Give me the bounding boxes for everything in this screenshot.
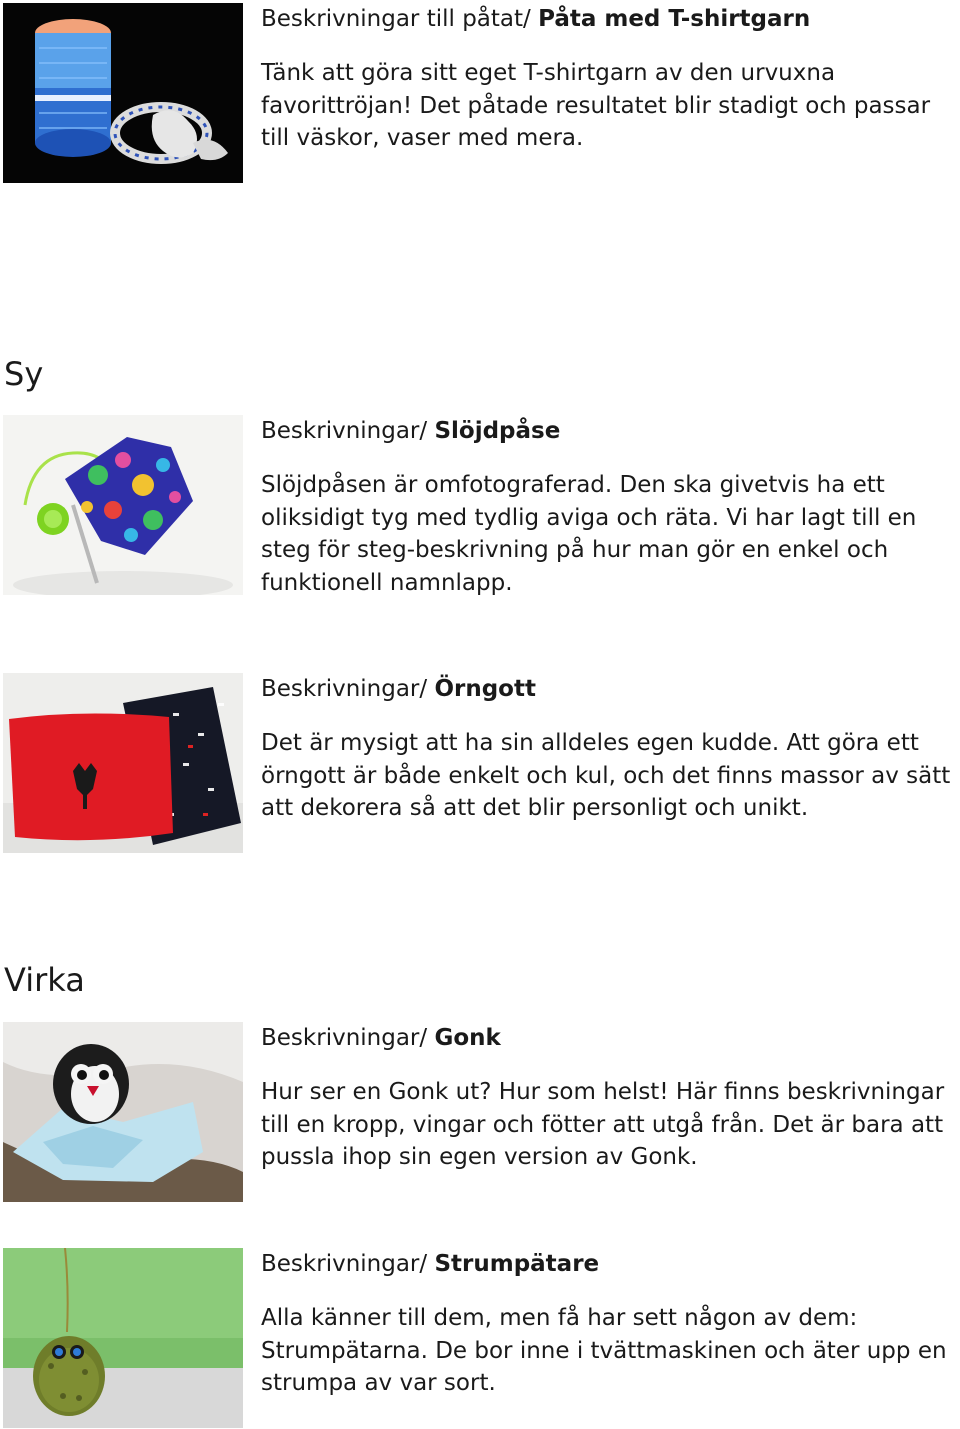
entry-title-link[interactable]: Örngott [434,676,536,702]
entry-breadcrumb [261,415,960,447]
pillow-photo[interactable] [3,673,243,853]
entry-title-link[interactable]: Slöjdpåse [434,418,561,444]
crochet-penguin-photo[interactable] [3,1022,243,1202]
entry-text [261,1248,960,1400]
craft-bag-photo[interactable] [3,415,243,595]
breadcrumb-prefix: Beskrivningar/ [261,1251,435,1277]
breadcrumb-prefix: Beskrivningar/ [261,676,435,702]
pillow-image [3,673,243,853]
entry-title-link[interactable]: Påta med T-shirtgarn [538,6,811,32]
knitting-loom-photo[interactable] [3,3,243,183]
entry-breadcrumb [261,1248,960,1280]
entry-text [261,1022,960,1174]
entry-title-link[interactable]: Strumpätare [434,1251,600,1277]
entry-breadcrumb [261,3,960,35]
section-heading-virka: Virka [4,961,85,999]
entry-description: Alla känner till dem, men få har sett någon av dem: Strumpätarna. De bor inne i tvättmaskinen och äter upp en strumpa av var sort. [261,1305,947,1397]
entry-breadcrumb [261,1022,960,1054]
entry-text [261,673,960,825]
crochet-penguin-image [3,1022,243,1202]
entry-title-link[interactable]: Gonk [434,1025,501,1051]
crochet-sock-eater-photo[interactable] [3,1248,243,1428]
entry-text [261,415,960,599]
section-heading-sy: Sy [4,355,44,393]
craft-bag-image [3,415,243,595]
entry-breadcrumb [261,673,960,705]
breadcrumb-prefix: Beskrivningar till påtat/ [261,6,539,32]
breadcrumb-prefix: Beskrivningar/ [261,418,435,444]
entry-description: Det är mysigt att ha sin alldeles egen kudde. Att göra ett örngott är både enkelt och kul, och det finns massor av sätt att dekorera så att det blir personligt och unikt. [261,730,951,822]
entry-description: Tänk att göra sitt eget T-shirtgarn av den urvuxna favorittröjan! Det påtade resultatet blir stadigt och passar till väskor, vaser med mera. [261,60,931,152]
knitting-loom-image [3,3,243,183]
breadcrumb-prefix: Beskrivningar/ [261,1025,435,1051]
entry-description: Hur ser en Gonk ut? Hur som helst! Här finns beskrivningar till en kropp, vingar och fötter att utgå från. Det är bara att pussla ihop sin egen version av Gonk. [261,1079,945,1171]
crochet-sock-eater-image [3,1248,243,1428]
entry-text [261,3,960,155]
entry-description: Slöjdpåsen är omfotograferad. Den ska givetvis ha ett oliksidigt tyg med tydlig aviga och räta. Vi har lagt till en steg för steg-beskrivning på hur man gör en enkel och funktionell namnlapp. [261,472,917,596]
